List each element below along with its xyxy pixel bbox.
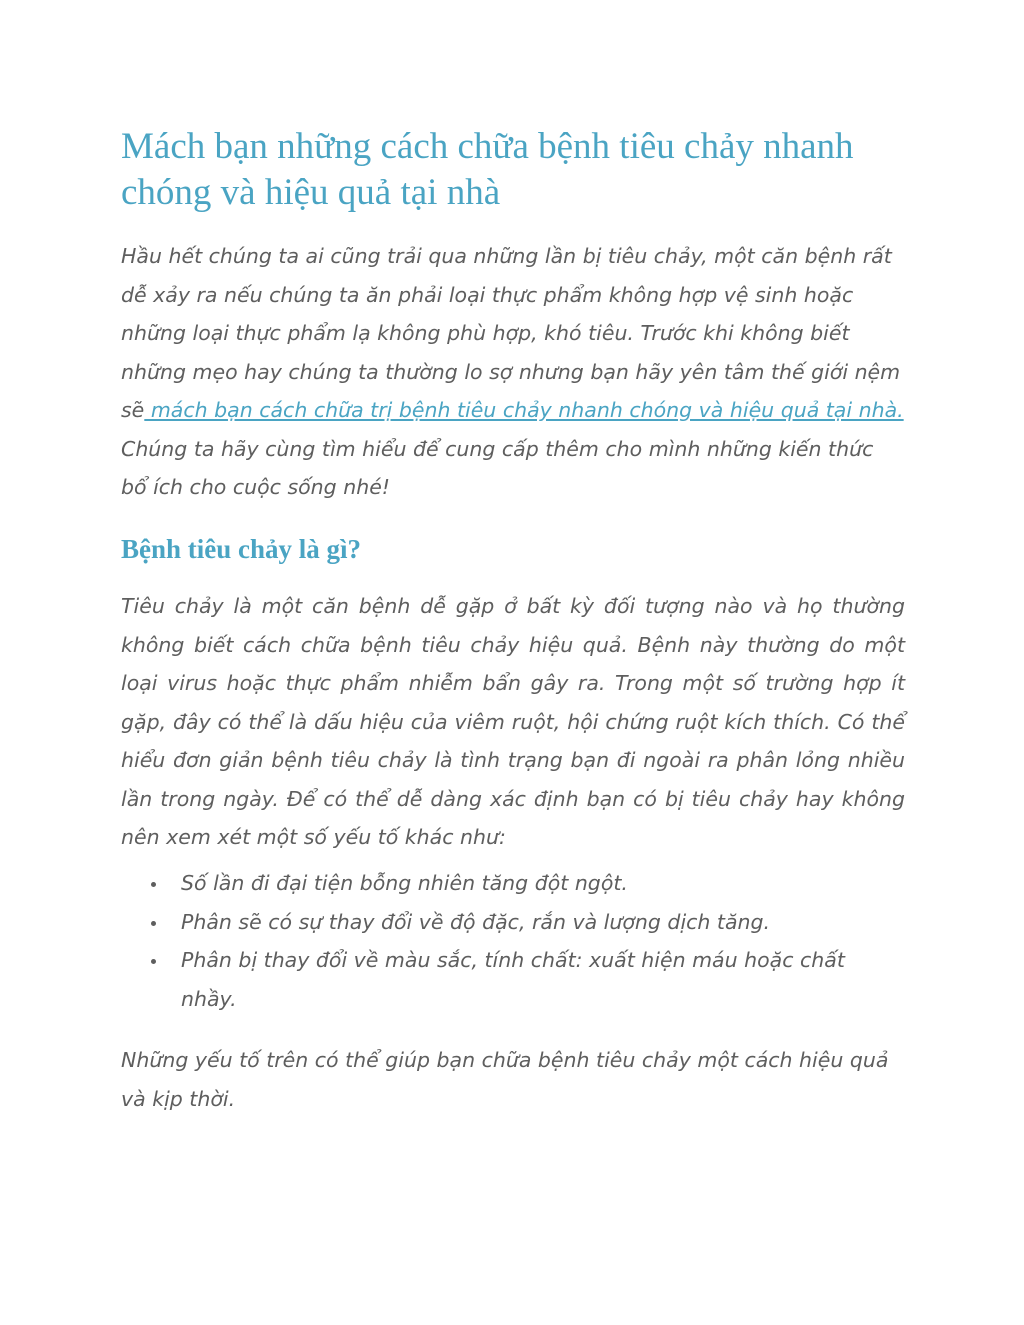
bullet-dot-icon	[151, 882, 156, 887]
section-paragraph: Tiêu chảy là một căn bệnh dễ gặp ở bất kỳ đối tượng nào và họ thường không biết cách chữa bệnh tiêu chảy hiệu quả. Bệnh này thường do một loại virus hoặc thực phẩm nhiễm bẩn gây ra. Trong một số trường hợp ít gặp, đây có thể là dấu hiệu của viêm ruột, hội chứng ruột kích thích. Có thể hiểu đơn giản bệnh tiêu chảy là tình trạng bạn đi ngoài ra phân lỏng nhiều lần trong ngày. Để có thể dễ dàng xác định bạn có bị tiêu chảy hay không nên xem xét một số yếu tố khác như:	[121, 594, 905, 849]
intro-paragraph	[121, 237, 905, 507]
section-heading: Bệnh tiêu chảy là gì?	[121, 534, 362, 564]
symptom-list	[121, 864, 905, 1018]
article-link[interactable]: mách bạn cách chữa trị bệnh tiêu chảy nhanh chóng và hiệu quả tại nhà.	[144, 398, 904, 422]
closing-paragraph: Những yếu tố trên có thể giúp bạn chữa bệnh tiêu chảy một cách hiệu quả và kịp thời.	[121, 1048, 889, 1111]
list-item-text: Số lần đi đại tiện bỗng nhiên tăng đột ngột.	[181, 871, 628, 895]
article-title: Mách bạn những cách chữa bệnh tiêu chảy nhanh chóng và hiệu quả tại nhà	[121, 126, 854, 213]
list-item-text: Phân bị thay đổi về màu sắc, tính chất: xuất hiện máu hoặc chất nhầy.	[181, 948, 845, 1011]
intro-text-after: Chúng ta hãy cùng tìm hiểu để cung cấp thêm cho mình những kiến thức bổ ích cho cuộc sống nhé!	[121, 436, 874, 499]
list-item	[121, 941, 905, 1018]
bullet-dot-icon	[151, 921, 156, 926]
list-item	[121, 864, 905, 903]
bullet-dot-icon	[151, 959, 156, 964]
intro-text-before: Hầu hết chúng ta ai cũng trải qua những lần bị tiêu chảy, một căn bệnh rất dễ xảy ra nếu chúng ta ăn phải loại thực phẩm không hợp vệ sinh hoặc những loại thực phẩm lạ không phù hợp, khó tiêu. Trước khi không biết những mẹo hay chúng ta thường lo sợ nhưng bạn hãy yên tâm thế giới nệm sẽ	[121, 244, 901, 422]
list-item-text: Phân sẽ có sự thay đổi về độ đặc, rắn và lượng dịch tăng.	[181, 909, 771, 934]
list-item	[121, 903, 905, 942]
